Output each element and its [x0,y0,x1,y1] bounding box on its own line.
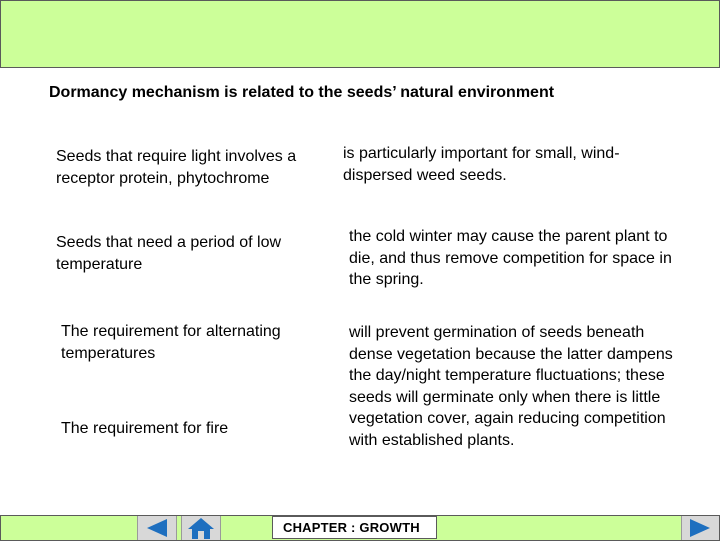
chapter-label: CHAPTER : GROWTH [283,520,420,535]
home-button[interactable] [181,516,221,540]
header-band [0,0,720,68]
condition-alternating-temperatures: The requirement for alternating temperatures [61,323,281,362]
left-arrow-icon [138,516,176,540]
condition-low-temperature: Seeds that need a period of low temperature [56,234,282,273]
condition-fire: The requirement for fire [61,420,229,437]
slide-heading: Dormancy mechanism is related to the seeds’ natural environment [49,84,555,101]
right-arrow-icon [682,516,719,540]
next-slide-button[interactable] [681,516,719,540]
explanation-light: is particularly important for small, wind-dispersed weed seeds. [343,145,620,184]
home-icon [182,516,220,540]
condition-light: Seeds that require light involves a receptor protein, phytochrome [56,148,297,187]
explanation-alternating-fire: will prevent germination of seeds beneath dense vegetation because the latter dampens the day/night temperature fluctuations; these seeds will germinate only when there is little vegetation cover, again reducing competition with established plants. [349,324,673,449]
explanation-low-temperature: the cold winter may cause the parent plant to die, and thus remove competition for space in the spring. [349,228,672,288]
previous-slide-button[interactable] [137,516,177,540]
